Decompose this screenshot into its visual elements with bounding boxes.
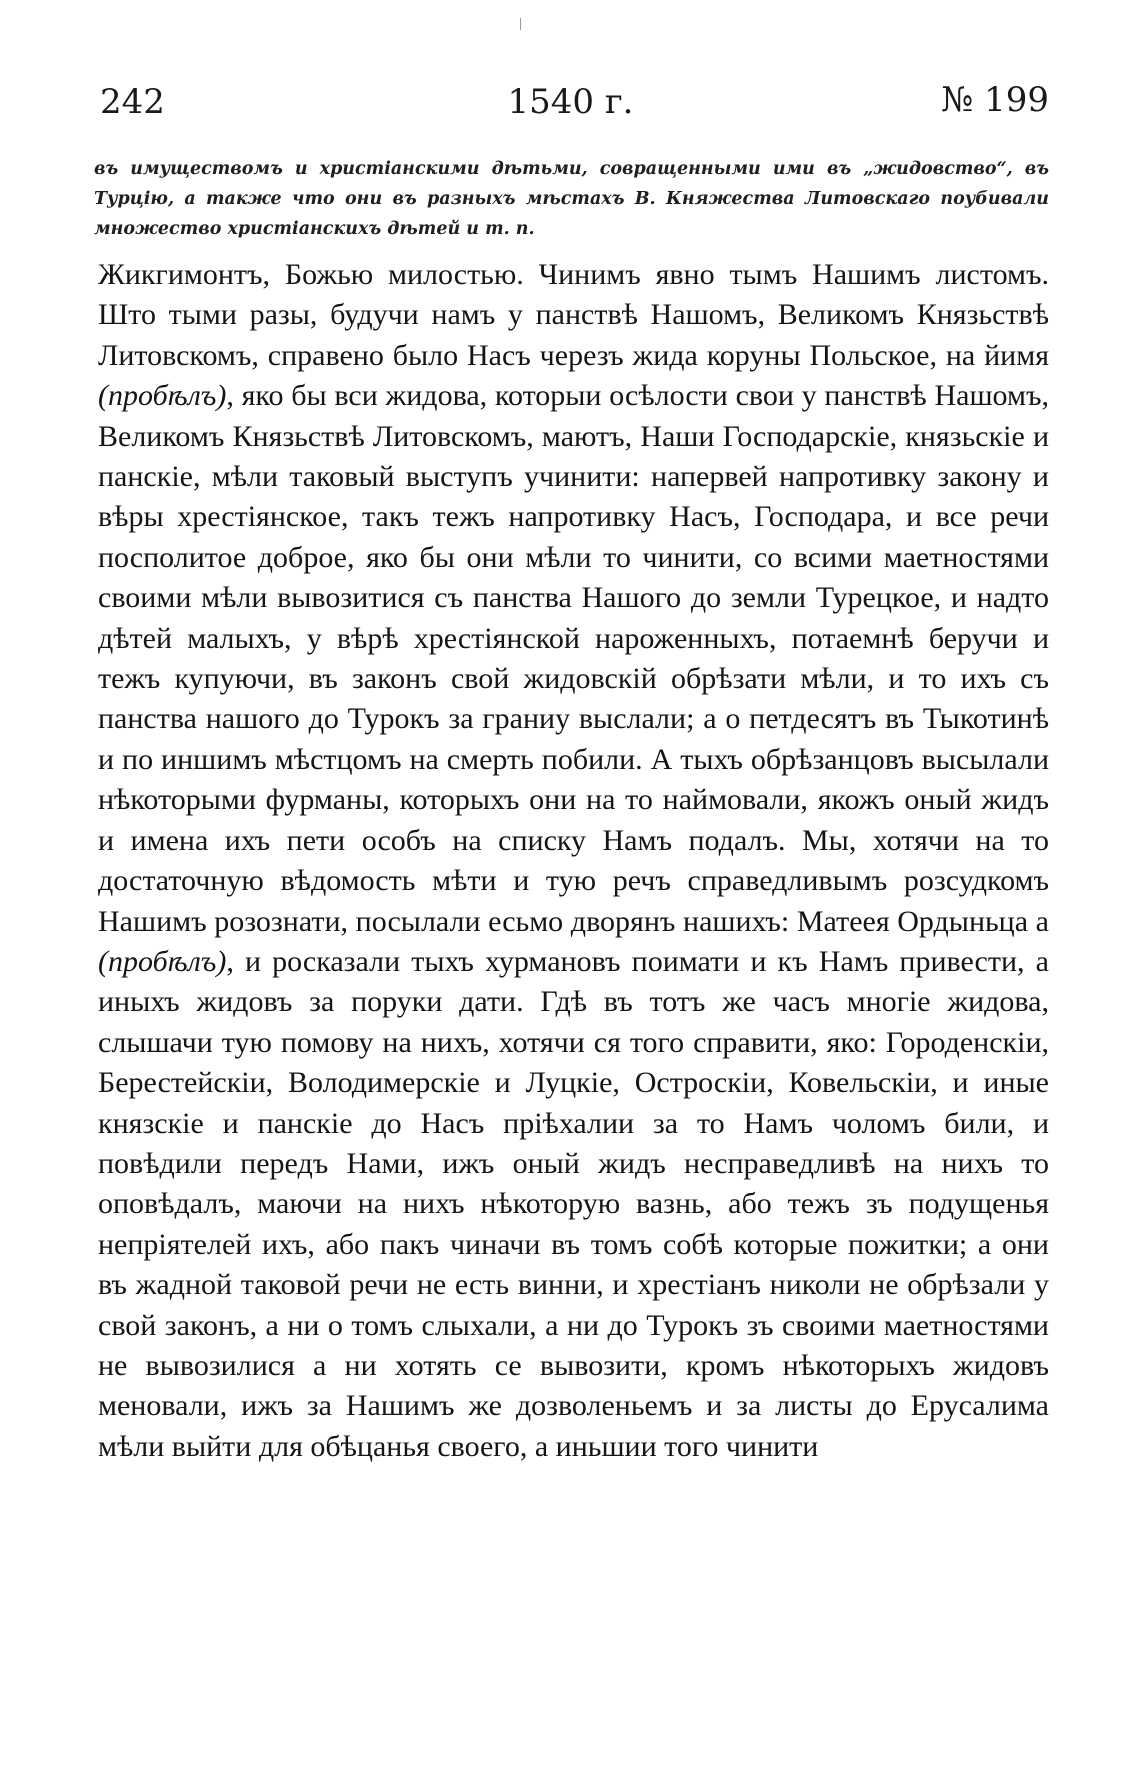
- body-text-part-1: Жикгимонтъ, Божью милостью. Чинимъ явно тымъ Нашимъ листомъ. Што тыми разы, будучи намъ у панствѣ Нашомъ, Великомъ Князьствѣ Литовскомъ, справено было Насъ черезъ жида коруны Польское, на йимя: [98, 258, 1049, 372]
- document-body: [98, 255, 1049, 1467]
- document-year: 1540 г.: [507, 82, 634, 122]
- document-number: № 199: [941, 80, 1049, 120]
- gap-marker-2: (пробѣлъ): [98, 944, 227, 978]
- body-paragraph: [98, 255, 1049, 1467]
- body-text-part-2: , яко бы вси жидова, которыи осѣлости свои у панствѣ Нашомъ, Великомъ Князьствѣ Литовскомъ, маютъ, Наши Господарскіе, князьскіе и панскіе, мѣли таковый выступъ учинити: напервей напротивку закону и вѣры хрестіянское, такъ тежъ напротивку Насъ, Господара, и все речи посполитое доброе, яко бы они мѣли то чинити, со всими маетностями своими мѣли вывозитися съ панства Нашого до земли Турецкое, и надто дѣтей малыхъ, у вѣрѣ хрестіянской нароженныхъ, потаемнѣ беручи и тежъ купуючи, въ законъ свой жидовскій обрѣзати мѣли, и то ихъ съ панства нашого до Турокъ за граниу выслали; а о петдесятъ въ Тыкотинѣ и по иншимъ мѣстцомъ на смерть побили. А тыхъ обрѣзанцовъ высылали нѣкоторыми фурманы, которыхъ они на то наймовали, якожъ оный жидъ и имена ихъ пети особъ на списку Намъ подалъ. Мы, хотячи на то достаточную вѣдомость мѣти и тую речъ справедливымъ розсудкомъ Нашимъ розознати, посылали есьмо дворянъ нашихъ: Матеея Ордыньца а: [98, 379, 1049, 938]
- page-number: 242: [100, 82, 165, 122]
- body-text-part-3: , и росказали тыхъ хурмановъ поимати и къ Намъ привести, а иныхъ жидовъ за поруки дати. Гдѣ въ тотъ же часъ многіе жидова, слышачи тую помову на нихъ, хотячи ся того справити, яко: Городенскіи, Берестейскіи, Володимерскіе и Луцкіе, Остроскіи, Ковельскіи, и иные князскіе и панскіе до Насъ пріѣхалии за то Намъ чоломъ били, и повѣдили передъ Нами, ижъ оный жидъ несправедливѣ на нихъ то оповѣдалъ, маючи на нихъ нѣкоторую вазнь, або тежъ зъ подущенья непріятелей ихъ, або пакъ чиначи въ томъ собѣ которые пожитки; а они въ жадной таковой речи не есть винни, и хрестіанъ николи не обрѣзали у свой законъ, а ни о томъ слыхали, а ни до Турокъ зъ своими маетностями не вывозилися а ни хотять се вывозити, кромъ нѣкоторыхъ жидовъ меновали, ижъ за Нашимъ же дозволеньемъ и за листы до Ерусалима мѣли выйти для обѣцанья своего, а иньшии того чинити: [98, 944, 1049, 1463]
- page-header: [92, 72, 1049, 120]
- gap-marker-1: (пробѣлъ): [98, 379, 227, 413]
- scan-speck: [520, 18, 521, 30]
- document-summary: въ имуществомъ и христіанскими дѣтьми, совращенными ими въ „жидовство“, въ Турцію, а также что они въ разныхъ мѣстахъ В. Княжества Литовскаго поубивали множество христіанскихъ дѣтей и т. п.: [94, 159, 1049, 239]
